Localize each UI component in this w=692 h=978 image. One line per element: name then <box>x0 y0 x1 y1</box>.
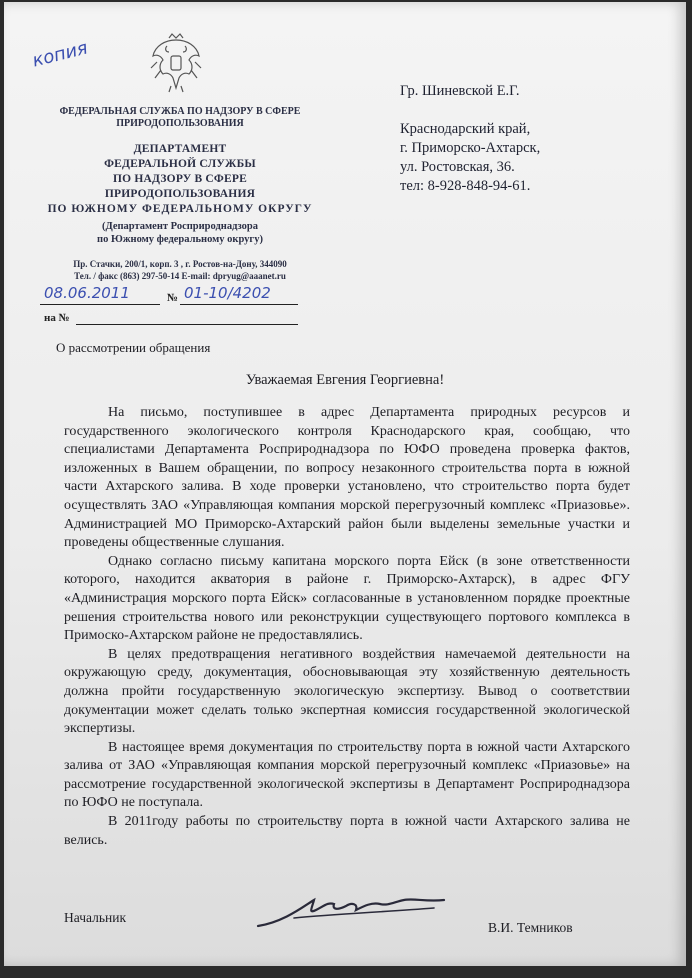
body-paragraph: В целях предотвращения негативного воздействия намечаемой деятельности на окружающую среду, документация, обосновывающая эту хозяйственную деятельность должна пройти государственную экологическую экспертизу. Вывод о соответствии документации может сделать только экспертная комиссия государственной экологической экспертизы. <box>64 646 630 737</box>
agency-line2: ПРИРОДОПОЛЬЗОВАНИЯ <box>116 118 244 129</box>
handwritten-note: копия <box>30 37 90 72</box>
dept-line2: ФЕДЕРАЛЬНОЙ СЛУЖБЫ <box>104 158 256 170</box>
letter-body <box>64 404 630 850</box>
recipient-line2: г. Приморско-Ахтарск, <box>400 140 541 156</box>
department-abbrev <box>40 220 320 246</box>
body-paragraph: В 2011году работы по строительству порта в южной части Ахтарского залива не велись. <box>64 814 630 848</box>
agency-header <box>40 106 320 130</box>
dept-line3: ПО НАДЗОРУ В СФЕРЕ <box>113 173 247 185</box>
body-paragraph: В настоящее время документация по строительству порта в южной части Ахтарского залива от ЗАО «Управляющая компания морской перегрузочный комплекс «Приазовье» на рассмотрение государственной экологической экспертизы в Департамент Росприроднадзора по ЮФО не поступала. <box>64 739 630 811</box>
letter-page <box>4 2 686 966</box>
number-underline <box>180 304 298 305</box>
dept-line5: ПО ЮЖНОМУ ФЕДЕРАЛЬНОМУ ОКРУГУ <box>47 203 313 215</box>
recipient-line1: Краснодарский край, <box>400 121 531 137</box>
outgoing-number: 01-10/4202 <box>184 284 271 302</box>
paren-line2: по Южному федеральному округу) <box>97 234 263 245</box>
date-underline <box>40 304 160 305</box>
body-paragraph: Однако согласно письму капитана морского порта Ейск (в зоне ответственности которого, находится акватория в районе г. Приморско-Ахтарск), в адрес ФГУ «Администрация морского порта Ейск» согласованные в установленном порядке проектные решения строительства нового или реконструкции существующего портового комплекса в Примоско-Ахтарском районе не предоставлялись. <box>64 553 630 644</box>
recipient-line4: тел: 8-928-848-94-61. <box>400 178 531 194</box>
letter-greeting: Уважаемая Евгения Георгиевна! <box>245 372 445 388</box>
recipient-name: Гр. Шиневской Е.Г. <box>400 83 520 99</box>
signatory-name: В.И. Темников <box>488 920 573 935</box>
address-line2: Тел. / факс (863) 297-50-14 E-mail: dpryug@aaanet.ru <box>74 271 286 281</box>
outgoing-date: 08.06.2011 <box>44 284 130 302</box>
number-label: № <box>167 292 179 304</box>
address-line1: Пр. Стачки, 200/1, корп. 3 , г. Ростов-на-Дону, 344090 <box>73 259 287 269</box>
reference-label: на № <box>44 312 70 324</box>
recipient-line3: ул. Ростовская, 36. <box>400 159 515 175</box>
department-header <box>40 142 320 217</box>
recipient-block <box>400 120 540 196</box>
body-paragraph: На письмо, поступившее в адрес Департамента природных ресурсов и государственного экологического контроля Краснодарского края, сообщаю, что специалистами Департамента Росприроднадзора по ЮФО проведена проверка фактов, изложенных в Вашем обращении, по вопросу незаконного строительства порта в южной части Ахтарского залива. В ходе проверки установлено, что строительство порта будет осуществлять ЗАО «Управляющая компания морской перегрузочный комплекс «Приазовье». Администрацией МО Приморско-Ахтарский район были выделены земельные участки и проведены общественные слушания. <box>64 405 630 551</box>
handwritten-signature-icon <box>254 892 454 932</box>
paren-line1: (Департамент Росприроднадзора <box>101 221 259 232</box>
agency-line1: ФЕДЕРАЛЬНАЯ СЛУЖБА ПО НАДЗОРУ В СФЕРЕ <box>59 106 301 117</box>
coat-of-arms-icon <box>147 32 205 94</box>
dept-line4: ПРИРОДОПОЛЬЗОВАНИЯ <box>104 188 256 200</box>
department-address <box>40 258 320 282</box>
dept-line1: ДЕПАРТАМЕНТ <box>133 143 227 155</box>
reference-underline <box>76 324 298 325</box>
letter-subject: О рассмотрении обращения <box>56 340 211 355</box>
signatory-title: Начальник <box>64 910 127 925</box>
